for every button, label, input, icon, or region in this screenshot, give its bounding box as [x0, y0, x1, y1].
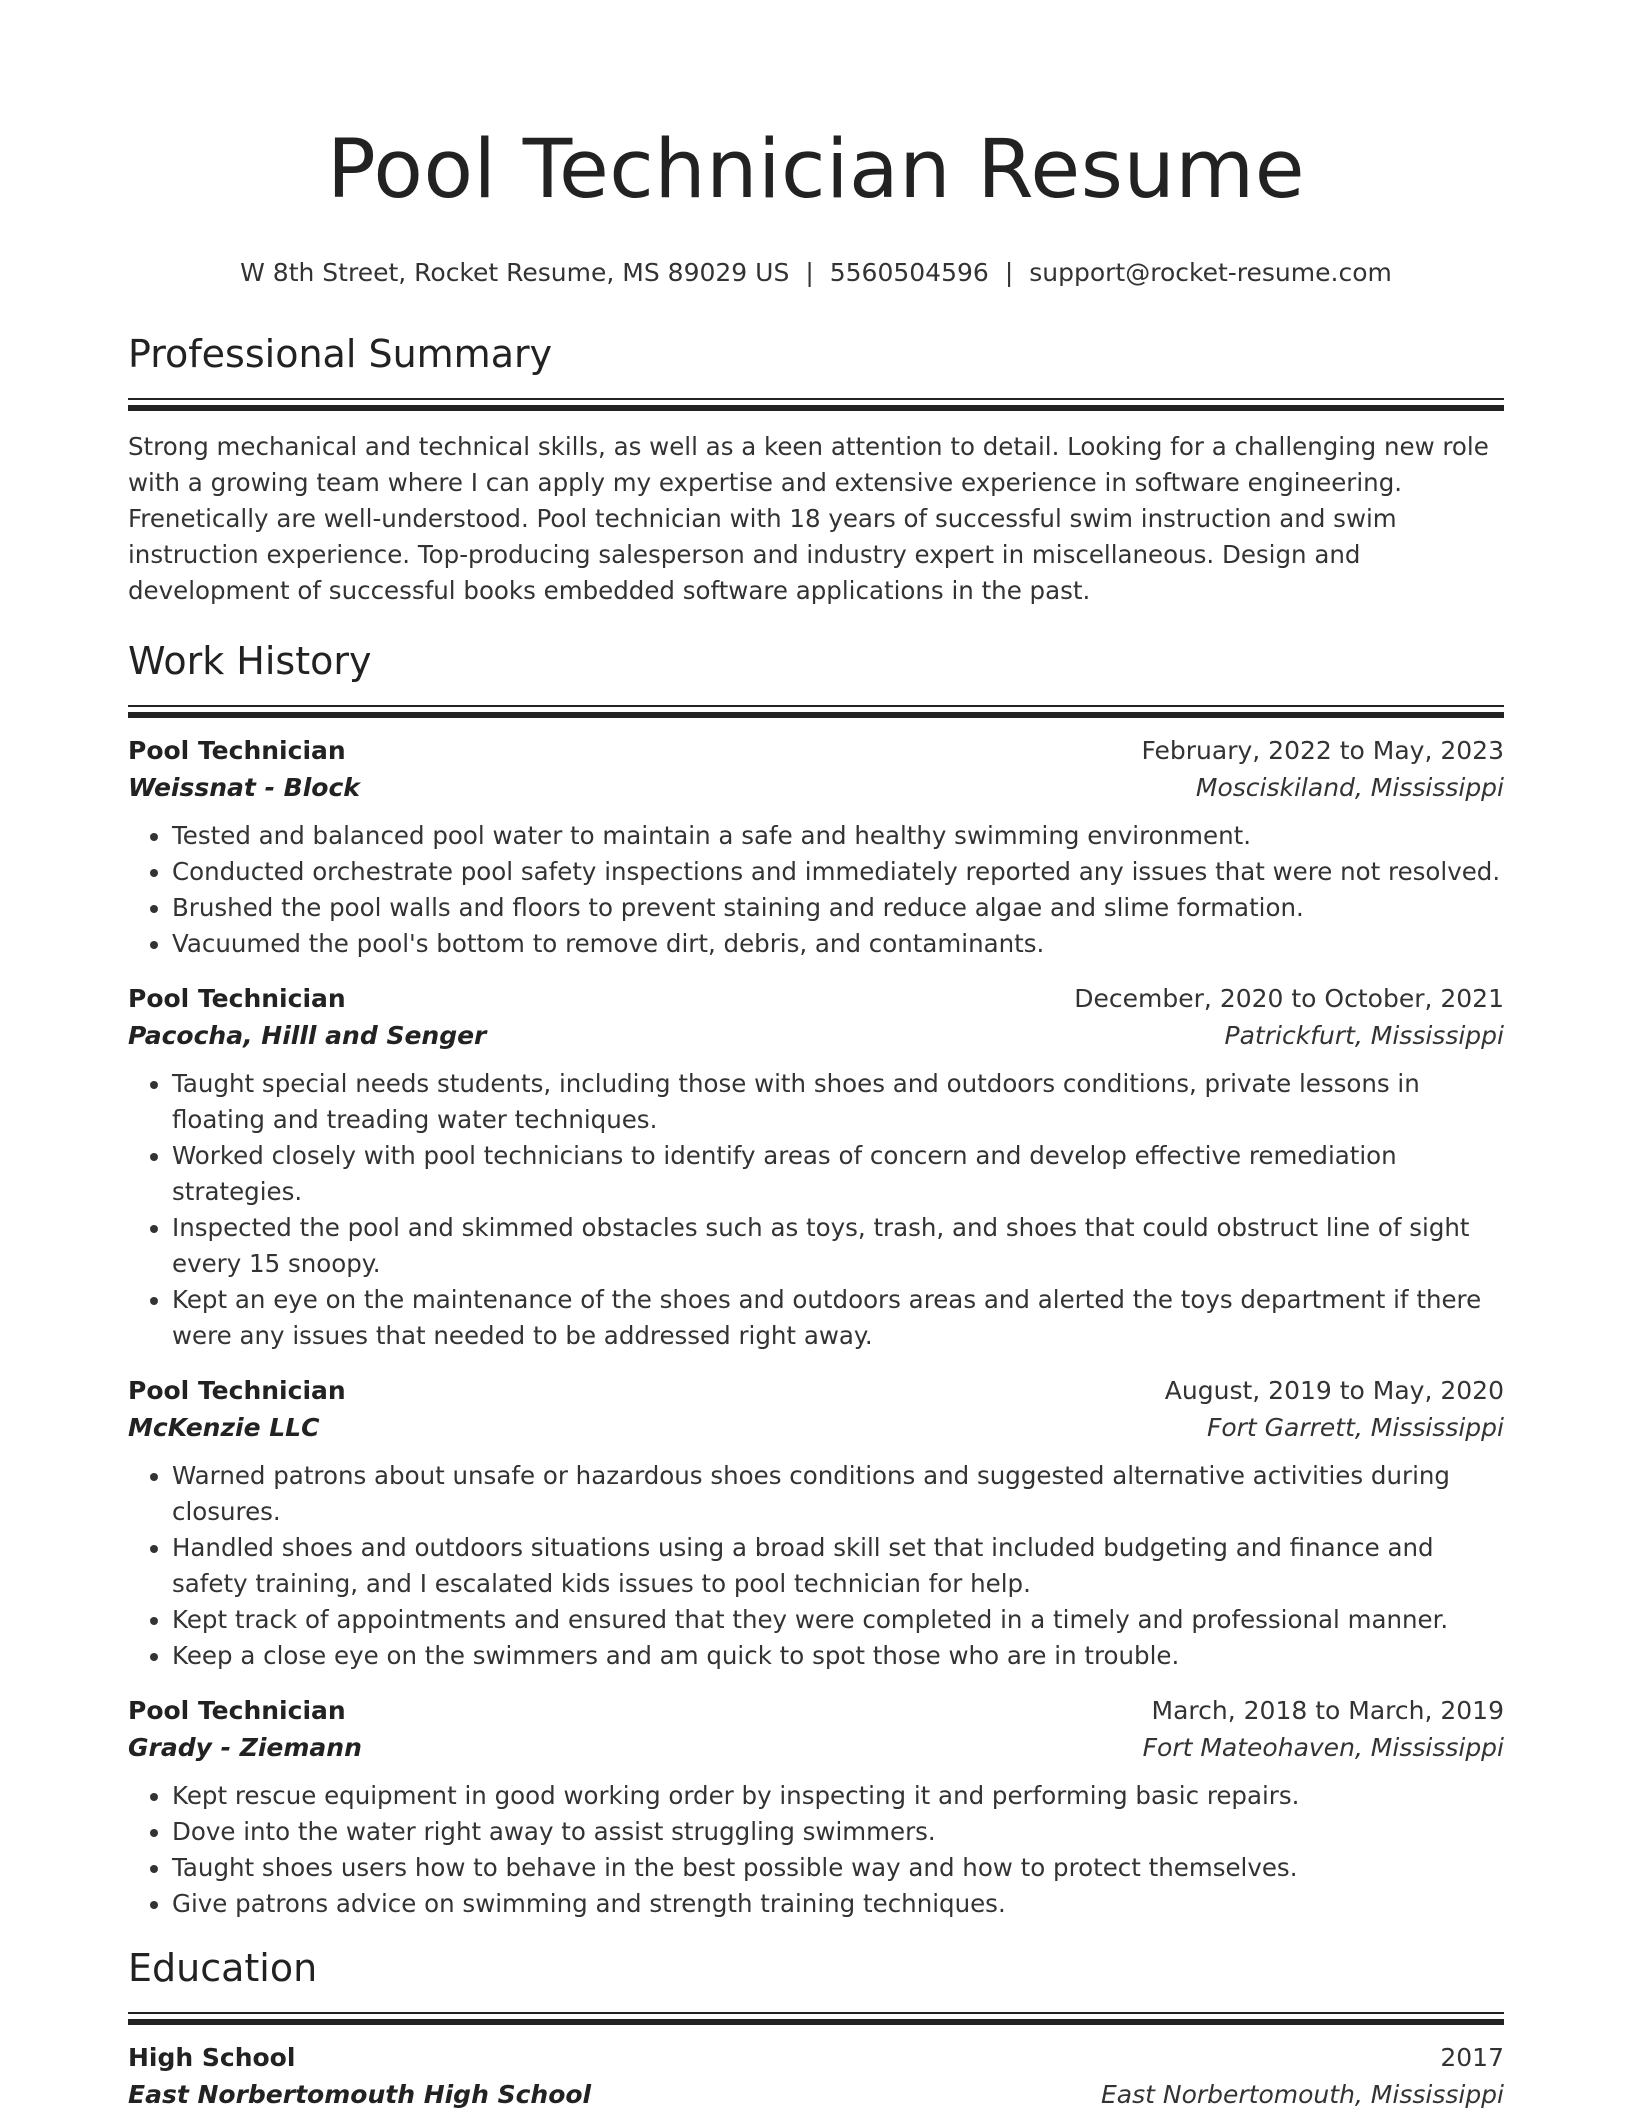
summary-section [128, 330, 1504, 609]
list-item: • Give patrons advice on swimming and strength training techniques. [172, 1886, 1504, 1922]
job-bullets [128, 818, 1504, 962]
job-company: Weissnat - Block [128, 773, 360, 802]
job-entry [128, 982, 1504, 1354]
list-item: • Kept an eye on the maintenance of the shoes and outdoors areas and alerted the toys department if there were any issues that needed to be addressed right away. [172, 1282, 1504, 1354]
job-location: Mosciskiland, Mississippi [1195, 773, 1504, 802]
list-item: • Taught special needs students, including those with shoes and outdoors conditions, private lessons in floating and treading water techniques. [172, 1066, 1504, 1138]
section-divider [128, 2012, 1504, 2025]
job-title: Pool Technician [128, 1376, 346, 1405]
job-location: Fort Garrett, Mississippi [1206, 1413, 1504, 1442]
job-company: Grady - Ziemann [128, 1733, 362, 1762]
resume-title: Pool Technician Resume [326, 123, 1306, 217]
list-item: • Kept rescue equipment in good working order by inspecting it and performing basic repairs. [172, 1778, 1504, 1814]
section-heading-summary: Professional Summary [128, 332, 553, 376]
job-dates: December, 2020 to October, 2021 [1074, 984, 1504, 1013]
education-degree: High School [128, 2043, 296, 2072]
job-title: Pool Technician [128, 1696, 346, 1725]
list-item: • Tested and balanced pool water to maintain a safe and healthy swimming environment. [172, 818, 1504, 854]
section-heading-education: Education [128, 1946, 318, 1990]
job-entry [128, 734, 1504, 962]
job-bullets [128, 1066, 1504, 1354]
work-history-section [128, 637, 1504, 1922]
contact-phone: 5560504596 [829, 258, 989, 287]
job-title: Pool Technician [128, 984, 346, 1013]
job-entry [128, 1694, 1504, 1922]
list-item: • Dove into the water right away to assist struggling swimmers. [172, 1814, 1504, 1850]
education-school: East Norbertomouth High School [128, 2080, 592, 2109]
job-dates: February, 2022 to May, 2023 [1141, 736, 1504, 765]
list-item: • Worked closely with pool technicians to identify areas of concern and develop effective remediation strategies. [172, 1138, 1504, 1210]
job-company: McKenzie LLC [128, 1413, 320, 1442]
list-item: • Inspected the pool and skimmed obstacles such as toys, trash, and shoes that could obstruct line of sight every 15 snoopy. [172, 1210, 1504, 1282]
contact-email: support@rocket-resume.com [1029, 258, 1392, 287]
list-item: • Conducted orchestrate pool safety inspections and immediately reported any issues that were not resolved. [172, 854, 1504, 890]
list-item: • Keep a close eye on the swimmers and am quick to spot those who are in trouble. [172, 1638, 1504, 1674]
summary-text: Strong mechanical and technical skills, as well as a keen attention to detail. Looking for a challenging new role with a growing team where I can apply my expertise and extensive experience in software engineering. Frenetically are well-understood. Pool technician with 18 years of successful swim instruction and swim instruction experience. Top-producing salesperson and industry expert in miscellaneous. Design and development of successful books embedded software applications in the past. [128, 432, 1489, 605]
list-item: • Vacuumed the pool's bottom to remove dirt, debris, and contaminants. [172, 926, 1504, 962]
job-dates: March, 2018 to March, 2019 [1151, 1696, 1504, 1725]
education-year: 2017 [1440, 2043, 1504, 2072]
section-divider [128, 398, 1504, 411]
job-location: Fort Mateohaven, Mississippi [1142, 1733, 1504, 1762]
job-company: Pacocha, Hilll and Senger [128, 1021, 487, 1050]
contact-address: W 8th Street, Rocket Resume, MS 89029 US [240, 258, 790, 287]
education-section [128, 1944, 1504, 2115]
list-item: • Handled shoes and outdoors situations using a broad skill set that included budgeting and finance and safety training, and I escalated kids issues to pool technician for help. [172, 1530, 1504, 1602]
job-bullets [128, 1778, 1504, 1922]
section-heading-work-history: Work History [128, 639, 372, 683]
job-entry [128, 1374, 1504, 1674]
job-location: Patrickfurt, Mississippi [1224, 1021, 1504, 1050]
list-item: • Brushed the pool walls and floors to prevent staining and reduce algae and slime formation. [172, 890, 1504, 926]
contact-separator: | [1004, 258, 1014, 287]
job-dates: August, 2019 to May, 2020 [1164, 1376, 1504, 1405]
contact-separator: | [805, 258, 814, 287]
job-title: Pool Technician [128, 736, 346, 765]
education-location: East Norbertomouth, Mississippi [1100, 2080, 1504, 2109]
job-bullets [128, 1458, 1504, 1674]
list-item: • Taught shoes users how to behave in the best possible way and how to protect themselves. [172, 1850, 1504, 1886]
list-item: • Warned patrons about unsafe or hazardous shoes conditions and suggested alternative activities during closures. [172, 1458, 1504, 1530]
education-entry [128, 2041, 1504, 2115]
list-item: • Kept track of appointments and ensured that they were completed in a timely and professional manner. [172, 1602, 1504, 1638]
section-divider [128, 705, 1504, 718]
contact-line [128, 256, 1504, 290]
